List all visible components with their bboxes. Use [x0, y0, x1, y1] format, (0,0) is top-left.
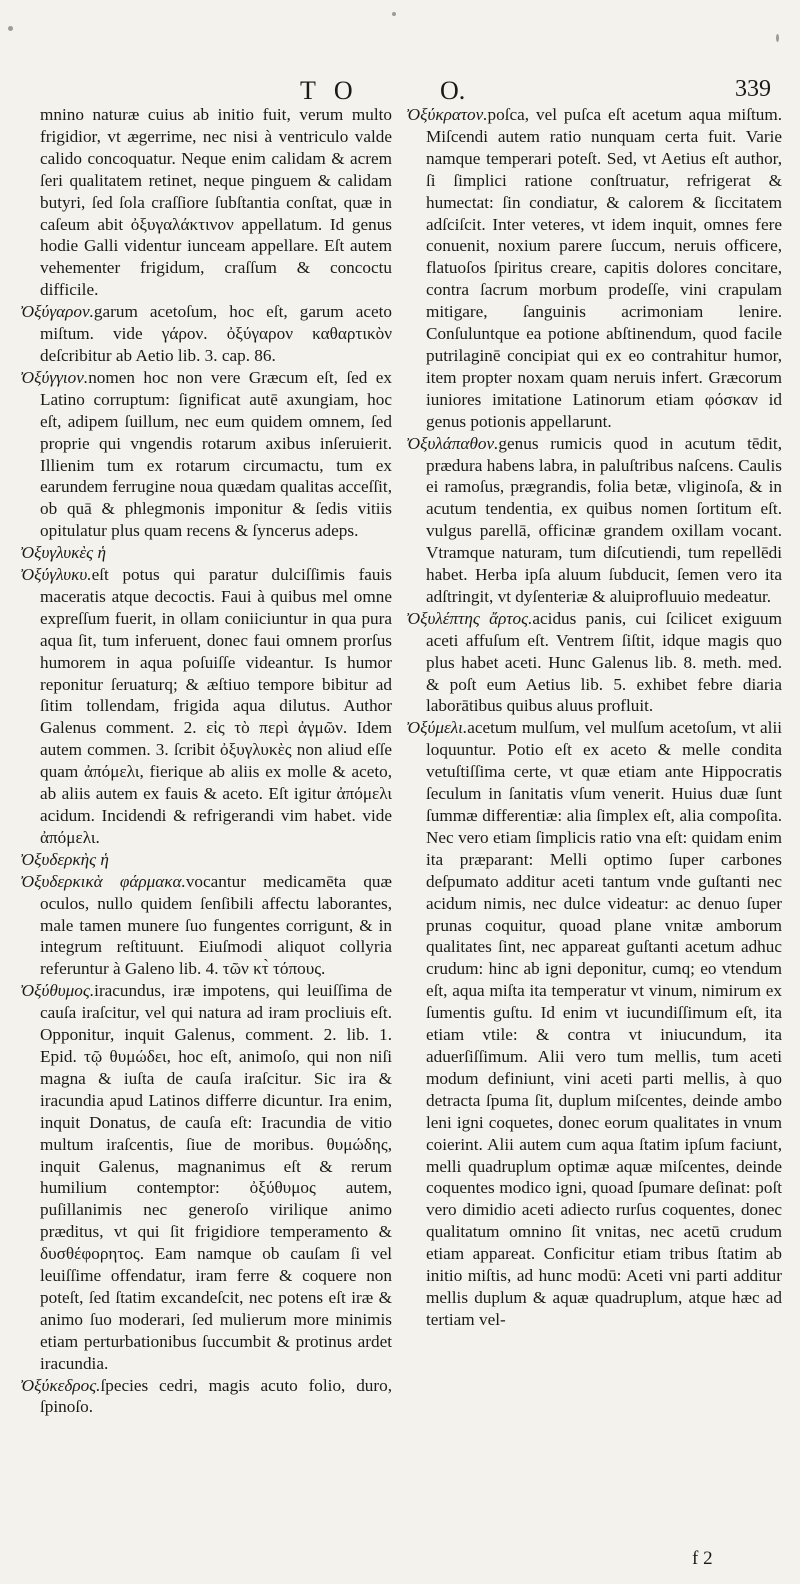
- entry-oxyglykes: [20, 542, 392, 564]
- header-right: O.: [440, 76, 466, 105]
- page-number: 339: [735, 76, 771, 102]
- entry-oxylapathon: Ὀξυλάπαθον.genus rumicis quod in acutum tēdit, prædura habens labra, in paluſtribus naſcens. Caulis ei ramoſus, prægrandis, folia betæ, vliginoſa, & in acutum tendentia, ex quibus nomen ſortitum eſt. vulgus parellā, officinæ grandem oxillam vocant. Vtramque naturam, tum diſcutiendi, tum repellēdi habet. Herba ipſa aluum ſubducit, ſemen vero ita adſtringit, vt dyſenteriæ & aluiprofluuio medeatur.: [406, 433, 782, 606]
- entry-headword: Ὀξυλάπαθον.: [406, 433, 499, 453]
- signature-mark: f 2: [692, 1548, 713, 1569]
- entry-headword: Ὀξυδερκὴς ἡ: [20, 849, 109, 869]
- entry-headword: Ὀξυγλυκὲς ἡ: [20, 543, 106, 563]
- entry-oxyglyky: Ὀξύγλυκυ.eſt potus qui paratur dulciſſimis fauis maceratis atque decoctis. Faui à quibus mel omne expreſſum fuerit, in ollam coniiciuntur in qua pura aqua ſit, tum inferuent, donec faui omnem prorſus humorem in aqua poſuiſſe videantur. Is humor reponitur ſeruaturq; & æſtiuo tempore bibitur ad ſitim tollendam, frigida aqua dilutus. Author Galenus comment. 2. εἰς τὸ περὶ ἀγμῶν. Idem autem commen. 3. ſcribit ὀξυγλυκὲς non aliud eſſe quam ἀπόμελι, fierique ab aliis ex molle & aceto, ab aliis autem ex fauis & aceto. Eſt igitur ἀπόμελι acidum. Incidendi & refrigerandi vim habet. vide ἀπόμελι.: [20, 565, 392, 847]
- entry-oxykraton: Ὀξύκρατον.poſca, vel puſca eſt acetum aqua miſtum. Miſcendi autem ratio nunquam certa fuit. Varie namque temperari poteſt. Sed, vt Aetius eſt author, ſi ſimplici ratione conſtruatur, refrigerat & humectat: ſin condiatur, & calorem & ſiccitatem adſciſcit. Inter veteres, vt idem inquit, omnes fere conuenit, noxium parere ſuccum, neruis officere, flatuoſos ſpiritus creare, capitis dolores concitare, contra ſacrum morbum prodeſſe, vini crapulam mitigare, ſanguinis acrimoniam lenire. Conſuluntque ea potione abſtinendum, quod facile putrilaginē concipiat qui ex eo contrahitur humor, item propter noxam quam neruis infert. Græcorum iuniores imitatione Latinorum etiam φόσκαν id genus potionis appellarunt.: [406, 105, 782, 431]
- entry-oxyderkes: [20, 849, 392, 871]
- entry-continuation: mnino naturæ cuius ab initio fuit, verum multo frigidior, vt ægerrime, nec nisi à ventriculo valde calido concoquatur. Neque enim calidam & acrem ſeri qualitatem retinet, neque pinguem & calidam butyri, ſed ſola craſſiore ſubſtantia conſtat, quæ in caſeum abit ὀξυγαλάκτινον appellatum. Id genus hodie Galli videntur iunceam appellare. Eſt autem vehementer frigidum, craſſum & concoctu difficile.: [40, 105, 392, 300]
- entry-oxythymos: Ὀξύθυμος.iracundus, iræ impotens, qui leuiſſima de cauſa iraſcitur, vel qui natura ad iram procliuis eſt. Opponitur, inquit Galenus, comment. 2. lib. 1. Epid. τῷ θυμώδει, hoc eſt, animoſo, qui non niſi magna & iuſta de cauſa iraſcitur. Sic ira & iracundia apud Latinos differre dicuntur. Ira enim, inquit Donatus, de cauſa eſt: Iracundia de vitio multum iraſcentis, ſiue de moribus. θυμώδης, inquit Galenus, magnanimus eſt & rerum humilium contemptor: ὀξύθυμος autem, puſillanimis nec generoſo virilique animo præditus, vt qui ſit frigidiore temperamento & δυσθέφορητος. Eam namque ob cauſam ſi vel leuiſſime offendatur, iram ferre & coquere non poteſt, ſed ſtatim excandeſcit, nec potens eſt iræ & animo ſuo moderari, ſed mulierum more minimis etiam perturbationibus ſuccumbit & protinus ardet iracundia.: [20, 981, 392, 1373]
- entry-headword: Ὀξύκεδρος.: [20, 1375, 101, 1395]
- ink-speck: [8, 26, 13, 31]
- entry-oxymeli: Ὀξύμελι.acetum mulſum, vel mulſum acetoſum, vt alii loquuntur. Potio eſt ex aceto & melle condita vetuſtiſſima certe, vt quæ etiam ante Hippocratis ſeculum in ſanitatis vſum venerit. Huius duæ ſunt ſummæ differentiæ: alia ſimplex eſt, alia compoſita. Nec vero etiam ſimplicis ratio vna eſt: quidam enim ita præparant: Melli optimo ſuper carbones deſpumato additur aceti tantum vnde guſtanti nec acidum nimis, nec dulce videatur: ac denuo ſuper prunas coquitur, quoad plane vnitæ amborum qualitates ſint, nec appareat guſtanti acetum adhuc crudum: hinc ab igni deponitur, cumq; eo vtendum eſt, aqua miſta ita temperatur vt vinum, nimirum ex ſumentis guſtu. Id enim vt iucundiſſimum eſt, ita etiam vtile: & contra vt iniucundum, ita aduerſiſſimum. Alii vero tum mellis, tum aceti modum definiunt, vini aceti parti mellis, à quo detracta ſpuma ſit, duplum miſcentes, deinde ambo leni igni coquetes, donec eorum qualitates in vnum coierint. Alii autem cum aqua ſtatim ipſum faciunt, melli quadruplum optimæ aquæ miſcentes, deinde coquentes modico igni, quoad ſpumare deſinat: poſt vero dimidio aceti adiecto rurſus coquentes, donec qualitatum omnino ſit vnitas, nec acetū crudum etiam appareat. Conficitur etiam tribus ſtatim ab initio miſtis, ad hunc modū: Aceti vni parti additur mellis duplum & aquæ quadruplum, atque hæc ad tertiam vel-: [406, 718, 782, 1329]
- entry-headword: Ὀξυλέπτης ἄρτος.: [406, 608, 533, 628]
- entry-headword: Ὀξύμελι.: [406, 718, 468, 738]
- entry-headword: Ὀξύκρατον.: [406, 105, 488, 124]
- entry-headword: Ὀξύγγιον.: [20, 367, 89, 387]
- header-left: T O: [300, 76, 359, 105]
- entry-oxyderkika: Ὀξυδερκικὰ φάρμακα.vocantur medicamēta quæ oculos, nullo quidem ſenſibili affectu laborantes, male tamen munere ſuo fungentes corrigunt, & in integrum reſtituunt. Eiuſmodi aliquot collyria referuntur à Galeno lib. 4. τῶν κτ̀ τόπους.: [20, 871, 392, 979]
- entry-oxykedros: Ὀξύκεδρος.ſpecies cedri, magis acuto folio, duro, ſpinoſo.: [20, 1375, 392, 1417]
- entry-oxygaron: Ὀξύγαρον.garum acetoſum, hoc eſt, garum aceto miſtum. vide γάρον. ὀξύγαρον καθαρτικὸν deſcribitur ab Aetio lib. 3. cap. 86.: [20, 302, 392, 365]
- ink-speck: [776, 34, 779, 42]
- running-header: [0, 76, 800, 106]
- entry-headword: Ὀξύθυμος.: [20, 981, 95, 1001]
- left-column: [20, 104, 392, 1418]
- right-column: [406, 104, 782, 1331]
- entry-headword: Ὀξύγαρον.: [20, 302, 94, 322]
- entry-oxyggion: Ὀξύγγιον.nomen hoc non vere Græcum eſt, ſed ex Latino corruptum: ſignificat autē axungiam, hoc eſt, adipem ſuillum, nec eum quidem omnem, ſed proprie qui vngendis rotarum axibus inſeruierit. Illienim tum ex rotarum circumactu, tum ex earundem ferrugine noua quædam qualitas acceſſit, ob quā & phlegmonis imponitur & ſedis vitiis opitulatur plus quam recens & ſyncerus adeps.: [20, 367, 392, 541]
- entry-headword: Ὀξύγλυκυ.: [20, 565, 92, 585]
- ink-speck: [392, 12, 396, 16]
- entry-headword: Ὀξυδερκικὰ φάρμακα.: [20, 871, 186, 891]
- entry-oxyleptes-artos: Ὀξυλέπτης ἄρτος.acidus panis, cui ſcilicet exiguum aceti affuſum eſt. Ventrem ſiſtit, idque magis quo plus habet aceti. Hunc Galenus lib. 8. meth. med. & poſt eum Aetius lib. 5. exhibet febre diaria laborātibus quibus aluus profluit.: [406, 608, 782, 716]
